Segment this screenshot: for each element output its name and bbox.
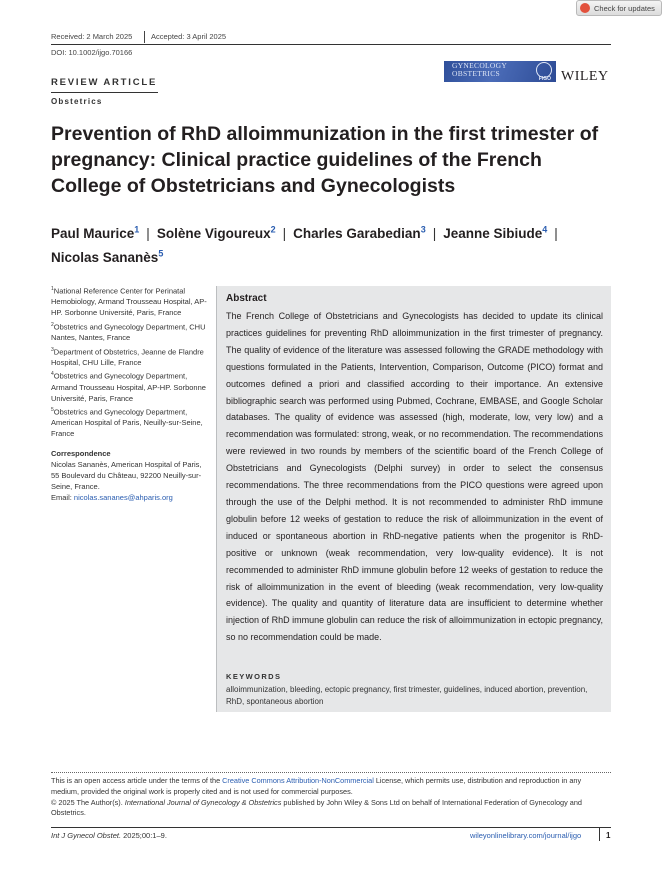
affiliation-text: Obstetrics and Gynecology Department, Armand Trousseau Hospital, AP-HP. Sorbonne Université, Paris, France [51, 371, 206, 403]
correspondence-heading: Correspondence [51, 449, 111, 459]
affiliation-text: Department of Obstetrics, Jeanne de Flandre Hospital, CHU Lille, France [51, 347, 204, 367]
copyright-post: published by John Wiley & Sons Ltd on behalf of International Federation of Gynecology and Obstetrics. [51, 797, 582, 818]
author-affiliation-ref[interactable]: 2 [270, 224, 276, 234]
affiliations [51, 284, 211, 504]
citation [51, 831, 167, 840]
affiliation [51, 369, 211, 404]
affiliation-text: National Reference Center for Perinatal Hemobiology, Armand Trousseau Hospital, AP-HP. Sorbonne Université, Paris, France [51, 286, 207, 318]
figo-label: FIGO [538, 76, 551, 82]
author[interactable] [293, 226, 426, 241]
journal-logo-line1: GYNECOLOGY [452, 61, 508, 70]
affiliation [51, 405, 211, 440]
license-link[interactable]: Creative Commons Attribution-NonCommercial [222, 776, 374, 785]
crossmark-icon [580, 3, 590, 13]
affiliation-number: 4 [51, 371, 54, 378]
keywords-text: alloimmunization, bleeding, ectopic pregnancy, first trimester, guidelines, induced abortion, prevention, RhD, spontaneous abortion [226, 685, 588, 706]
author-affiliation-ref[interactable]: 4 [542, 224, 548, 234]
author[interactable] [157, 226, 276, 241]
author[interactable] [51, 250, 163, 265]
article-section: Obstetrics [51, 97, 103, 106]
page-number-divider [599, 828, 600, 841]
copyright-pre: © 2025 The Author(s). [51, 797, 125, 807]
journal-logo-text [452, 62, 507, 78]
author-separator: | [146, 225, 150, 241]
author-separator: | [554, 225, 558, 241]
affiliation-number: 3 [51, 346, 54, 353]
affiliation [51, 345, 211, 369]
license-text-pre: This is an open access article under the terms of the [51, 776, 223, 785]
affiliation [51, 284, 211, 319]
author-affiliation-ref[interactable]: 5 [158, 248, 164, 259]
affiliation-number: 2 [51, 321, 54, 328]
license-text-post: License, which permits use, distribution and reproduction in any medium, provided the original work is properly cited and is not used for commercial purposes. [51, 776, 582, 796]
author-name: Charles Garabedian [293, 225, 421, 241]
accepted-date: Accepted: 3 April 2025 [151, 32, 227, 41]
affiliation-text: Obstetrics and Gynecology Department, American Hospital of Paris, Neuilly-sur-Seine, France [51, 407, 203, 439]
page-number: 1 [606, 831, 611, 840]
correspondence-address: Nicolas Sananès, American Hospital of Paris, 55 Boulevard du Château, 92200 Neuilly-sur-Seine, France. [51, 460, 202, 491]
article-title: Prevention of RhD alloimmunization in the first trimester of pregnancy: Clinical practice guidelines of the French College of Obstetricians and Gynecologists [51, 123, 599, 197]
author[interactable] [51, 226, 139, 241]
header-divider [144, 31, 145, 43]
author[interactable] [443, 226, 547, 241]
check-for-updates-label: Check for updates [594, 3, 655, 13]
author-name: Nicolas Sananès [51, 250, 159, 265]
author-name: Solène Vigoureux [156, 225, 271, 241]
journal-logo[interactable] [444, 61, 556, 82]
author-separator: | [432, 225, 437, 241]
email-link[interactable]: nicolas.sananes@ahparis.org [73, 492, 173, 502]
affiliation [51, 320, 211, 344]
abstract-text: The French College of Obstetricians and Gynecologists has decided to update its clinical practices guidelines for preventing RhD alloimmunization in the first trimester of pregnancy. The quality of evidence of the literature was assessed following the GRADE methodology with questions formulated in the Patients, Intervention, Comparison, Outcome (PICO) format and outcomes defined a priori and classified according to their importance. An extensive bibliographic search was performed using Pubmed, Cochrane, EMBASE, and Google Scholar databases. The quality of evidence was assessed (high, moderate, low, very low) and a recommendation was formulated: strong, weak, or no recommendation. The recommendations were reviewed in two rounds by members of the scientific board of the French College of Obstetricians and Gynecologists (Delphi survey) in order to select the consensus recommendations. The three recommendations from the PICO questions were agreed upon through the use of the Delphi method. It is not recommended to administer RhD immune globulin before 12 weeks of gestation to reduce the risk of alloimmunization in the event of induced or spontaneous abortion in RhD-negative patients when the progenitor is RhD-positive or unknown (weak recommendation, very low-quality evidence). It is not recommended to administer RhD immune globulin before 12 weeks of gestation to reduce the risk of alloimmunization in the event of bleeding (weak recommendation, very low-quality evidence). The quality and quantity of literature data are insufficient to determine whether injection of RhD immune globulin can reduce the risk of alloimmunization in ectopic pregnancy, so no recommendation could be made. [226, 311, 603, 643]
citation-details: 2025;00:1–9. [121, 831, 167, 840]
author-name: Jeanne Sibiude [443, 225, 543, 241]
doi: DOI: 10.1002/ijgo.70166 [51, 48, 133, 57]
publisher-logo[interactable]: WILEY [561, 69, 609, 84]
email-label: Email: [51, 492, 74, 502]
keywords-heading: KEYWORDS [226, 672, 282, 681]
license-notice [51, 776, 611, 819]
received-date: Received: 2 March 2025 [51, 32, 133, 41]
footer-rule [51, 772, 611, 773]
journal-url-link[interactable]: wileyonlinelibrary.com/journal/ijgo [470, 831, 582, 840]
author-affiliation-ref[interactable]: 3 [420, 224, 426, 234]
author-name: Paul Maurice [51, 225, 135, 241]
author-affiliation-ref[interactable]: 1 [134, 224, 140, 234]
citation-journal: Int J Gynecol Obstet. [51, 831, 122, 840]
abstract-heading: Abstract [226, 293, 267, 304]
correspondence-email [51, 493, 211, 504]
header-rule [51, 44, 611, 45]
article-type: REVIEW ARTICLE [51, 77, 158, 88]
author-separator: | [282, 225, 287, 241]
bottom-rule [51, 827, 611, 828]
affiliation-number: 1 [51, 286, 54, 292]
article-type-rule [51, 92, 158, 93]
author-list [51, 219, 611, 268]
check-for-updates-button[interactable] [576, 0, 662, 16]
copyright-journal: International Journal of Gynecology & Obstetrics [124, 797, 282, 807]
affiliation-text: Obstetrics and Gynecology Department, CHU Nantes, Nantes, France [51, 322, 206, 343]
affiliation-number: 5 [51, 407, 54, 414]
journal-logo-line2: OBSTETRICS [452, 69, 501, 78]
